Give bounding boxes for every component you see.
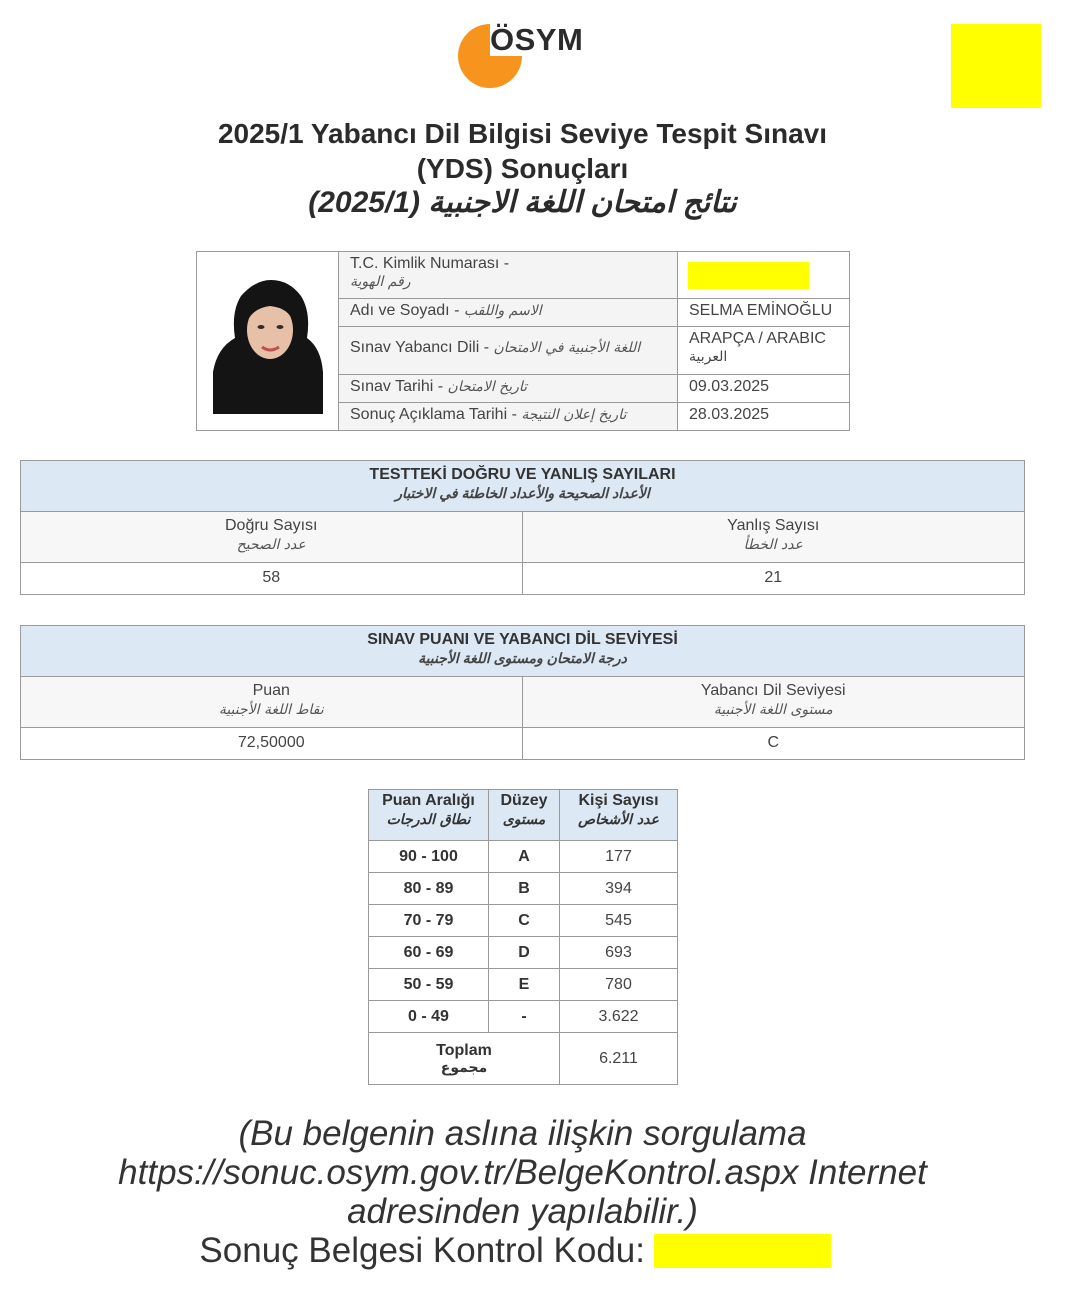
answer-counts-title-ar: الأعداد الصحيحة والأعداد الخاطئة في الاختبار [395, 485, 650, 501]
info-row-id [339, 252, 849, 299]
info-value-id [678, 252, 849, 298]
answer-counts-table [20, 460, 1025, 595]
answer-counts-value-row [21, 563, 1024, 594]
info-label-ar: اللغة الأجنبية في الامتحان [493, 340, 641, 356]
table-row [369, 905, 678, 937]
info-row-exam-date [339, 375, 849, 403]
score-distribution-table [368, 789, 678, 1085]
info-label-ar: تاريخ إعلان النتيجة [521, 407, 627, 423]
count-cell: 693 [560, 937, 678, 969]
label-ar: عدد الصحيح [236, 537, 306, 553]
label-ar: مستوى اللغة الأجنبية [713, 702, 833, 718]
table-row [369, 1001, 678, 1033]
table-row [369, 969, 678, 1001]
wrong-count-value: 21 [764, 569, 783, 586]
candidate-photo-cell [197, 252, 339, 430]
control-code-label: Sonuç Belgesi Kontrol Kodu: [199, 1231, 645, 1270]
label-ar: نقاط اللغة الأجنبية [218, 702, 324, 718]
header-ar: مستوى [502, 812, 546, 828]
header-ar: عدد الأشخاص [578, 812, 659, 828]
info-label-text: T.C. Kimlik Numarası - [350, 255, 510, 272]
level-cell: D [489, 937, 560, 969]
info-value-text: ARAPÇA / ARABIC [689, 330, 826, 347]
label-ar: عدد الخطأ [743, 537, 803, 553]
range-cell: 80 - 89 [369, 873, 489, 905]
footer-line3: adresinden yapılabilir.) [347, 1192, 698, 1231]
info-label-ar: تاريخ الامتحان [447, 379, 528, 395]
range-cell: 50 - 59 [369, 969, 489, 1001]
count-header [560, 790, 678, 841]
count-cell: 394 [560, 873, 678, 905]
label-text: Doğru Sayısı [225, 517, 318, 534]
count-cell: 177 [560, 841, 678, 873]
info-label-ar: الاسم واللقب [463, 303, 542, 319]
info-label-text: Sınav Tarihi - [350, 378, 448, 395]
info-label-text: Sınav Yabancı Dili - [350, 339, 494, 356]
redaction-box-id [688, 262, 809, 289]
points-value: 72,50000 [21, 728, 523, 759]
range-cell: 60 - 69 [369, 937, 489, 969]
count-cell: 3.622 [560, 1001, 678, 1033]
info-label-ar: رقم الهوية [350, 274, 411, 290]
score-level-header [21, 626, 1024, 677]
header-text: Düzey [500, 792, 548, 809]
score-level-value-row [21, 728, 1024, 759]
info-value-exam-date: 09.03.2025 [689, 378, 770, 395]
page-title-line1: 2025/1 Yabancı Dil Bilgisi Seviye Tespit Sınavı [217, 118, 828, 149]
info-value-result-date: 28.03.2025 [689, 406, 770, 423]
level-cell: A [489, 841, 560, 873]
total-row [369, 1033, 678, 1085]
level-cell: C [489, 905, 560, 937]
level-cell: - [489, 1001, 560, 1033]
redaction-box-corner [951, 24, 1041, 108]
label-text: Yanlış Sayısı [727, 517, 820, 534]
label-text: Yabancı Dil Seviyesi [700, 682, 846, 699]
info-row-result-date [339, 403, 849, 430]
info-row-name [339, 299, 849, 327]
header-text: Puan Aralığı [382, 792, 475, 809]
count-cell: 545 [560, 905, 678, 937]
footer-verification-link[interactable]: https://sonuc.osym.gov.tr/BelgeKontrol.aspx Internet [118, 1153, 927, 1192]
answer-counts-label-row [21, 512, 1024, 563]
range-cell: 70 - 79 [369, 905, 489, 937]
footer-line1: (Bu belgenin aslına ilişkin sorgulama [238, 1114, 807, 1153]
score-level-title: SINAV PUANI VE YABANCI DİL SEVİYESİ [367, 631, 678, 648]
info-value-language [678, 327, 849, 374]
range-cell: 0 - 49 [369, 1001, 489, 1033]
info-label-text: Sonuç Açıklama Tarihi - [350, 406, 522, 423]
level-value: C [767, 734, 780, 751]
range-cell: 90 - 100 [369, 841, 489, 873]
wrong-count-label [523, 512, 1025, 562]
label-text: Puan [252, 682, 290, 699]
redaction-box-control-code [654, 1234, 831, 1268]
info-label-id [339, 252, 678, 298]
header-text: Kişi Sayısı [578, 792, 659, 809]
level-label [523, 677, 1025, 727]
level-cell: B [489, 873, 560, 905]
correct-count-value: 58 [21, 563, 523, 594]
info-value-name: SELMA EMİNOĞLU [689, 302, 833, 319]
level-cell: E [489, 969, 560, 1001]
range-header [369, 790, 489, 841]
logo-text: ÖSYM [490, 22, 584, 57]
candidate-info-table [196, 251, 850, 431]
answer-counts-header [21, 461, 1024, 512]
page-title-line2: (YDS) Sonuçları [416, 153, 629, 184]
info-label-text: Adı ve Soyadı - [350, 302, 464, 319]
total-value-cell: 6.211 [560, 1033, 678, 1085]
info-row-language [339, 327, 849, 375]
distribution-header-row [369, 790, 678, 841]
table-row [369, 937, 678, 969]
header-ar: نطاق الدرجات [386, 812, 471, 828]
correct-count-label [21, 512, 523, 562]
info-label-exam-date [339, 375, 678, 402]
total-label-ar: مجموع [440, 1059, 488, 1076]
answer-counts-title: TESTTEKİ DOĞRU VE YANLIŞ SAYILARI [369, 466, 676, 483]
info-label-language [339, 327, 678, 374]
level-header [489, 790, 560, 841]
count-cell: 780 [560, 969, 678, 1001]
total-label-cell [369, 1033, 560, 1085]
info-label-result-date [339, 403, 678, 430]
score-level-label-row [21, 677, 1024, 728]
osym-logo [456, 20, 596, 90]
info-label-name [339, 299, 678, 326]
score-level-title-ar: درجة الامتحان ومستوى اللغة الأجنبية [418, 650, 627, 666]
points-label [21, 677, 523, 727]
total-label: Toplam [436, 1041, 492, 1059]
candidate-photo [197, 252, 339, 430]
table-row [369, 841, 678, 873]
page-title-arabic: نتائج امتحان اللغة الاجنبية (2025/1) [308, 186, 737, 219]
table-row [369, 873, 678, 905]
info-value-ar: العربية [689, 349, 728, 365]
score-level-table [20, 625, 1025, 760]
